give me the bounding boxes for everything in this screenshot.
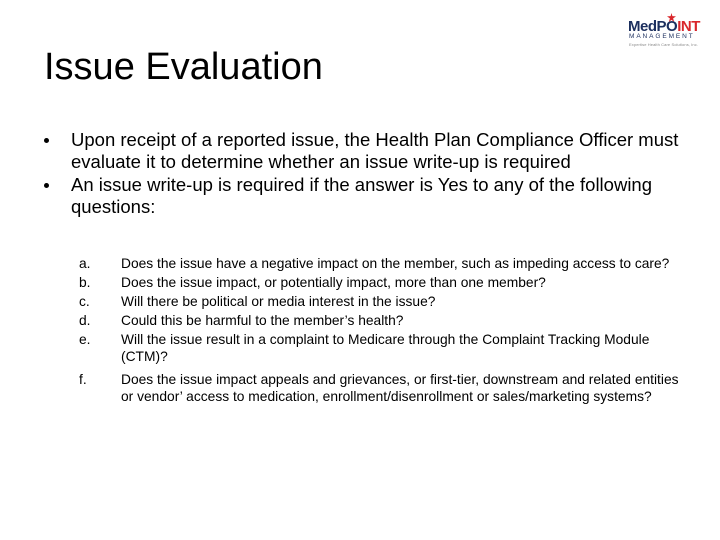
bullet-dot-icon	[44, 138, 49, 143]
question-list	[79, 255, 684, 407]
question-item	[79, 331, 684, 365]
question-item	[79, 255, 684, 272]
question-text: Does the issue impact appeals and grievances, or first-tier, downstream and related entities or vendor’ access to medication, enrollment/disenrollment or sales/marketing systems?	[121, 372, 679, 404]
bullet-text: An issue write-up is required if the answer is Yes to any of the following questions:	[71, 174, 653, 217]
question-letter: f.	[79, 372, 87, 387]
question-letter: a.	[79, 256, 91, 271]
question-letter: e.	[79, 332, 91, 347]
question-letter: d.	[79, 313, 91, 328]
medpoint-logo	[628, 18, 706, 50]
bullet-dot-icon	[44, 183, 49, 188]
question-letter: b.	[79, 275, 91, 290]
logo-name-part1: MedPO	[628, 18, 678, 35]
slide-title: Issue Evaluation	[44, 46, 323, 88]
question-text: Could this be harmful to the member’s health?	[121, 313, 404, 328]
bullet-text: Upon receipt of a reported issue, the Health Plan Compliance Officer must evaluate it to determine whether an issue write-up is required	[71, 129, 679, 172]
question-item	[79, 371, 684, 405]
question-text: Will the issue result in a complaint to Medicare through the Complaint Tracking Module (CTM)?	[121, 332, 650, 364]
question-item	[79, 274, 684, 291]
bullet-item	[44, 174, 694, 218]
logo-subtitle: MANAGEMENT	[629, 33, 695, 40]
logo-tagline: Expertise Health Care Solutions, Inc.	[629, 42, 699, 47]
question-letter: c.	[79, 294, 90, 309]
question-text: Does the issue impact, or potentially impact, more than one member?	[121, 275, 546, 290]
logo-name-part2: INT	[677, 18, 700, 35]
bullet-item	[44, 129, 694, 173]
question-text: Does the issue have a negative impact on the member, such as impeding access to care?	[121, 256, 670, 271]
question-item	[79, 312, 684, 329]
bullet-list	[44, 129, 694, 219]
question-item	[79, 293, 684, 310]
question-text: Will there be political or media interest in the issue?	[121, 294, 436, 309]
